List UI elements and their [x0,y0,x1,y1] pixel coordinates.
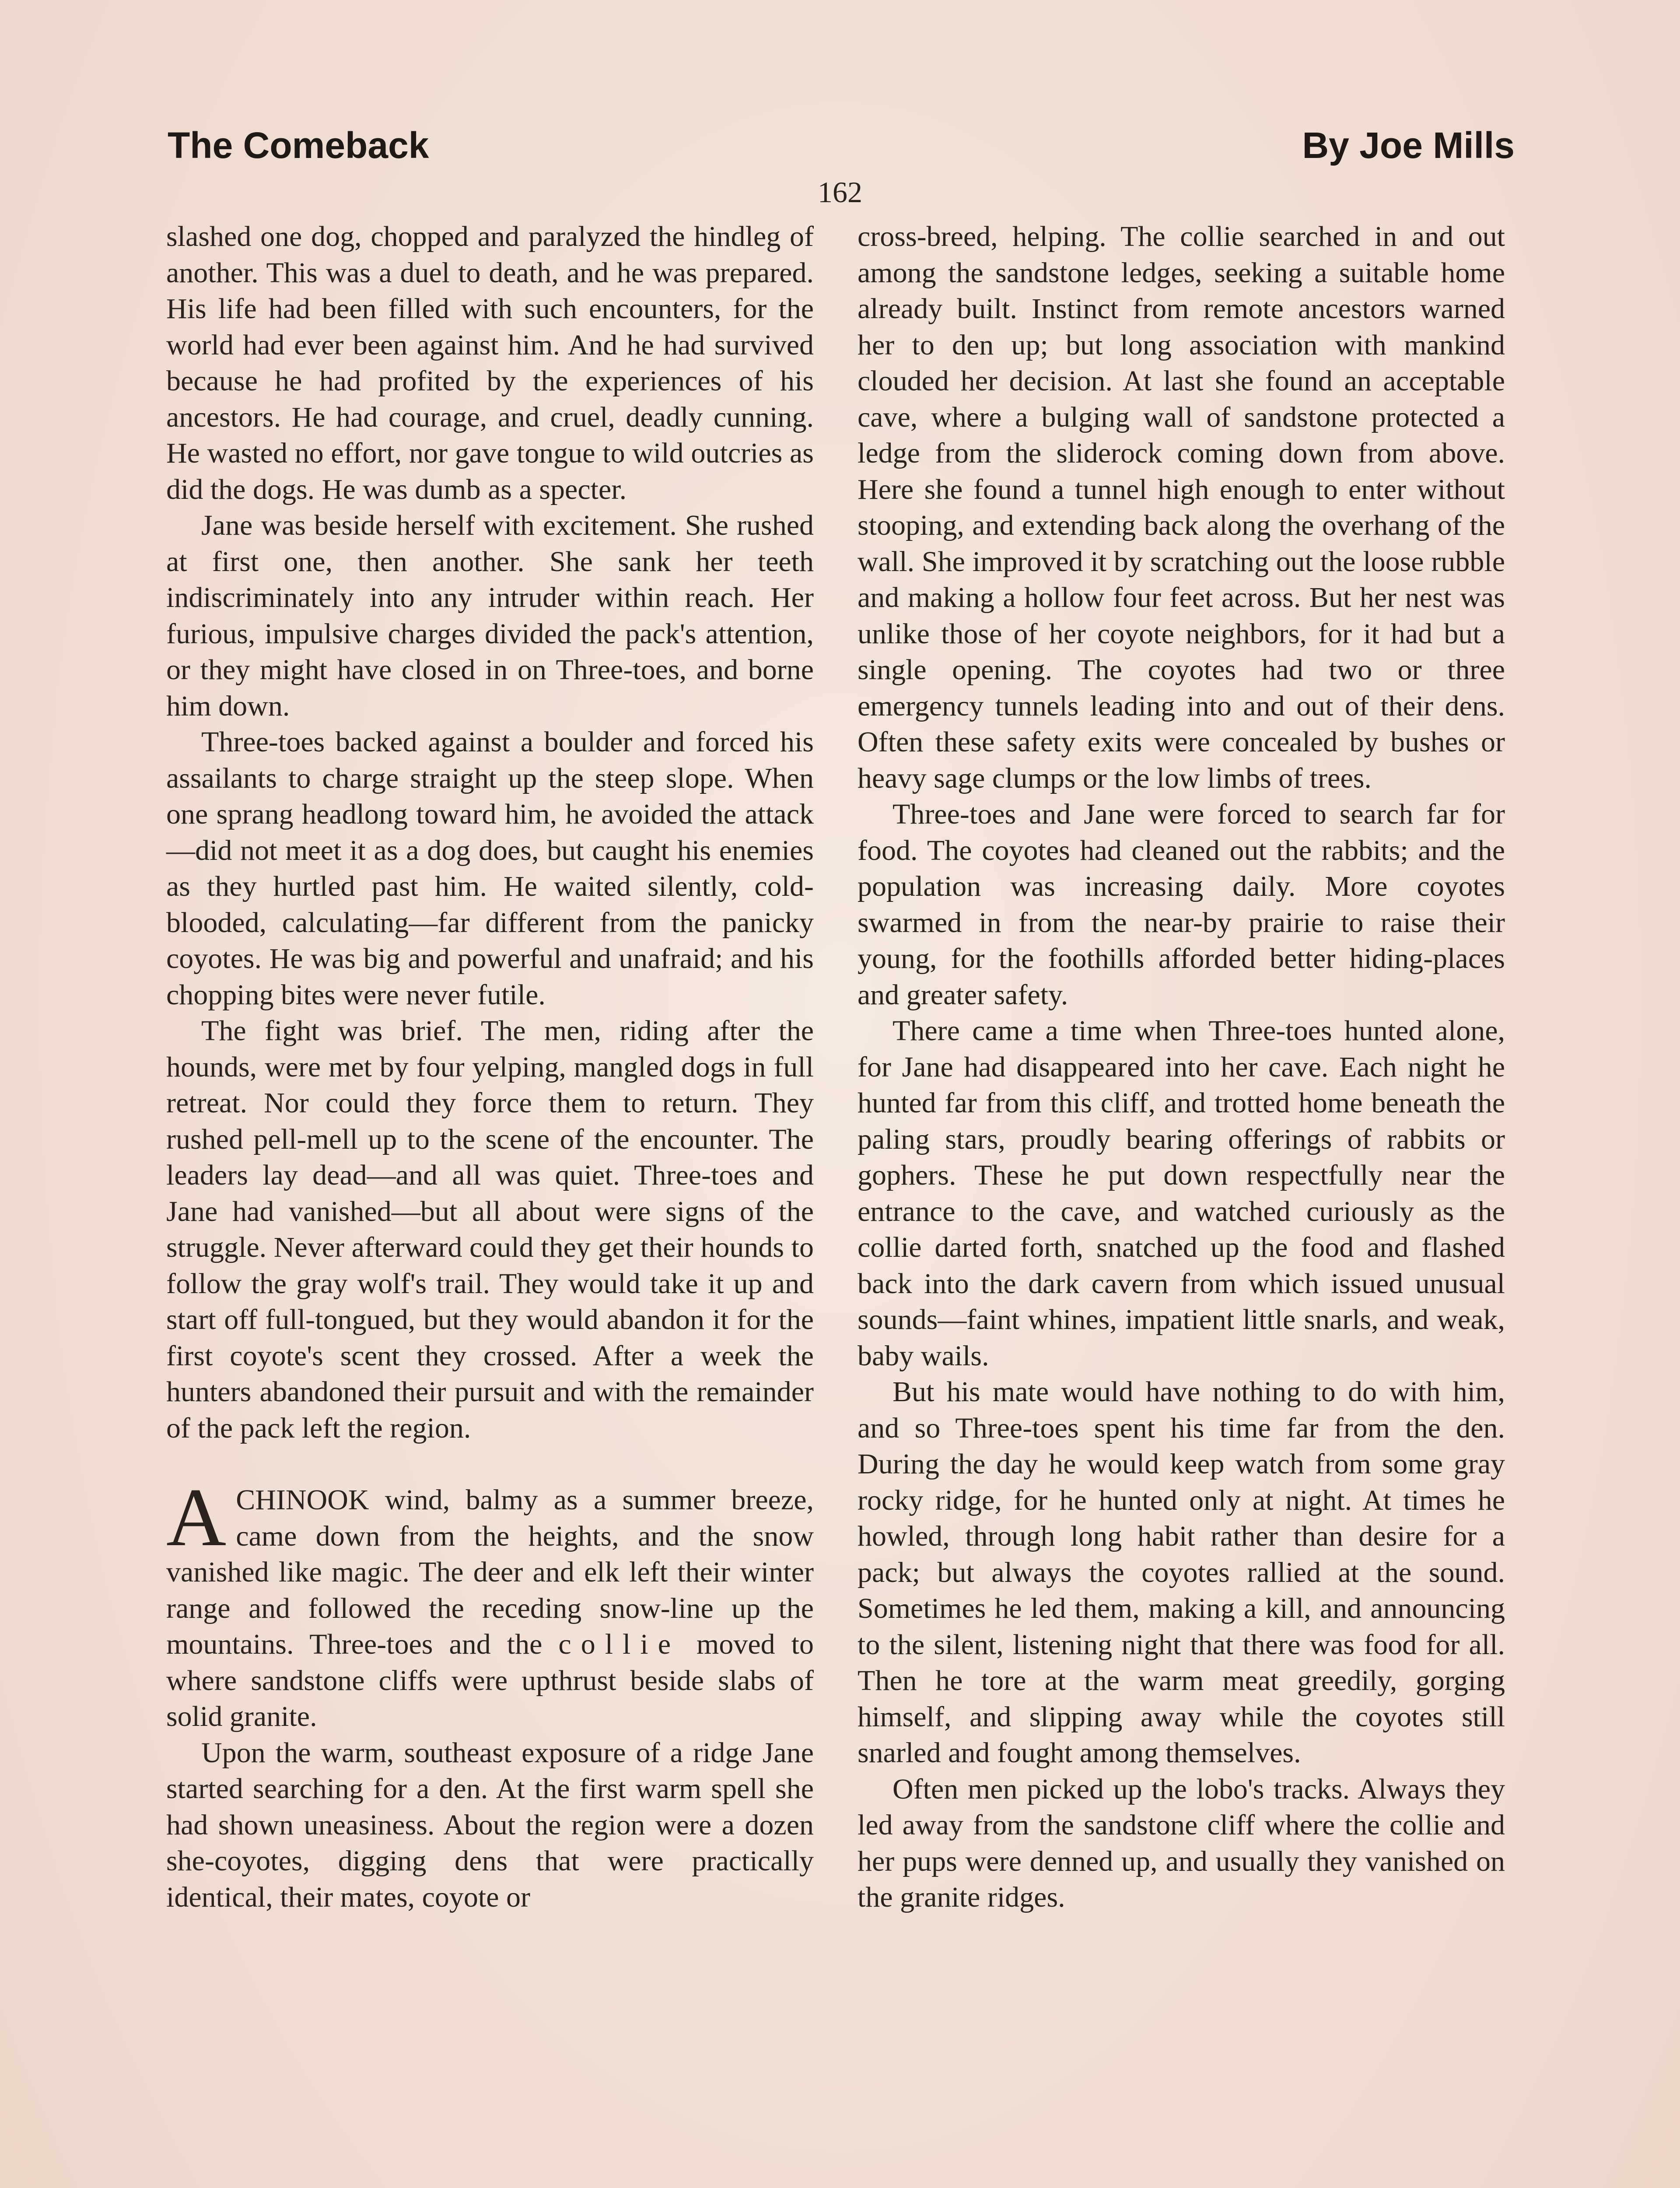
left-column [166,219,814,1915]
page-number: 162 [818,175,862,209]
section-opening-paragraph [166,1472,814,1735]
paragraph: But his mate would have nothing to do with him, and so Three-toes spent his time far from the den. During the day he would keep watch from some gray rocky ridge, for he hunted only at night. At times he howled, through long habit rather than desire for a pack; but always the coyotes rallied at the sound. Sometimes he led them, making a kill, and announcing to the silent, listening night that there was food for all. Then he tore at the warm meat greedily, gorging himself, and slipping away while the coyotes still snarled and fought among themselves. [858,1376,1505,1769]
paragraph-text: CHINOOK wind, balmy as a summer breeze, came down from the heights, and the snow vanished like magic. The deer and elk left their winter range and followed the receding snow-line up the mountains. Three-toes and the [166,1484,814,1660]
paragraph-text: moved to where sandstone cliffs were upthrust beside slabs of solid granite. [166,1628,814,1732]
paragraph: Jane was beside herself with excitement. She rushed at first one, then another. She sank her teeth indiscriminately into any intruder within reach. Her furious, impulsive charges divided the pack's attention, or they might have closed in on Three-toes, and borne him down. [166,509,814,722]
paragraph: There came a time when Three-toes hunted alone, for Jane had disappeared into her cave. Each night he hunted far from this cliff, and trotted home beneath the paling stars, proudly bearing offerings of rabbits or gophers. These he put down respectfully near the entrance to the cave, and watched curiously as the collie darted forth, snatched up the food and flashed back into the dark cavern from which issued unusual sounds—faint whines, impatient little snarls, and weak, baby wails. [858,1015,1505,1372]
paragraph: Three-toes backed against a boulder and forced his assailants to charge straight up the steep slope. When one sprang headlong toward him, he avoided the attack—did not meet it as a dog does, but caught his enemies as they hurtled past him. He waited silently, cold-blooded, calculating—far different from the panicky coyotes. He was big and powerful and unafraid; and his chopping bites were never futile. [166,726,814,1011]
paragraph: cross-breed, helping. The collie searched in and out among the sandstone ledges, seeking a suitable home already built. Instinct from remote ancestors warned her to den up; but long association with mankind clouded her decision. At last she found an acceptable cave, where a bulging wall of sandstone protected a ledge from the sliderock coming down from above. Here she found a tunnel high enough to enter without stooping, and extending back along the overhang of the wall. She improved it by scratching out the loose rubble and making a hollow four feet across. But her nest was unlike those of her coyote neighbors, for it had but a single opening. The coyotes had two or three emergency tunnels leading into and out of their dens. Often these safety exits were concealed by bushes or heavy sage clumps or the low limbs of trees. [858,221,1505,794]
paragraph: Three-toes and Jane were forced to search far for food. The coyotes had cleaned out the rabbits; and the population was increasing daily. More coyotes swarmed in from the near-by prairie to raise their young, for the foothills afforded better hiding-places and greater safety. [858,798,1505,1011]
story-author: By Joe Mills [1302,125,1515,166]
letter-spaced-word: collie [558,1628,681,1660]
drop-cap: A [166,1472,227,1564]
paragraph: Often men picked up the lobo's tracks. Always they led away from the sandstone cliff where the collie and her pups were denned up, and usually they vanished on the granite ridges. [858,1773,1505,1913]
right-column [858,219,1505,1916]
paragraph: slashed one dog, chopped and paralyzed the hindleg of another. This was a duel to death, and he was prepared. His life had been filled with such encounters, for the world had ever been against him. And he had survived because he had profited by the experiences of his ancestors. He had courage, and cruel, deadly cunning. He wasted no effort, nor gave tongue to wild outcries as did the dogs. He was dumb as a specter. [166,221,814,505]
section-break [166,1446,814,1482]
paragraph: The fight was brief. The men, riding after the hounds, were met by four yelping, mangled dogs in full retreat. Nor could they force them to return. They rushed pell-mell up to the scene of the encounter. The leaders lay dead—and all was quiet. Three-toes and Jane had vanished—but all about were signs of the struggle. Never afterward could they get their hounds to follow the gray wolf's trail. They would take it up and start off full-tongued, but they would abandon it for the first coyote's scent they crossed. After a week the hunters abandoned their pursuit and with the remainder of the pack left the region. [166,1015,814,1444]
paragraph: Upon the warm, southeast exposure of a ridge Jane started searching for a den. At the first warm spell she had shown uneasiness. About the region were a dozen she-coyotes, digging dens that were practically identical, their mates, coyote or [166,1736,814,1913]
story-title: The Comeback [168,125,429,166]
